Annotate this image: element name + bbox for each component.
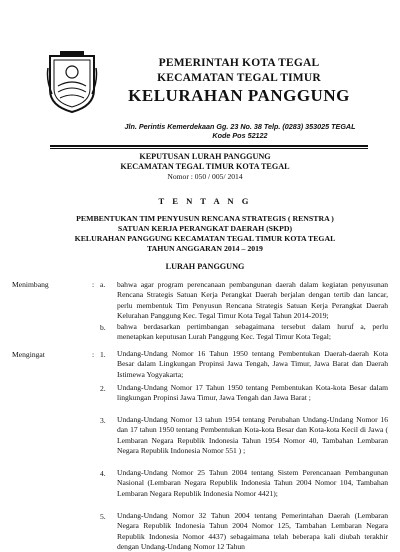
- mengingat-item: Undang-Undang Nomor 17 Tahun 1950 tentang Pembentukan Kota-kota Besar dalam lingkungan Propinsi Jawa Timur, Jawa Tengah dan Jawa Barat ;: [117, 383, 388, 403]
- mengingat-marker: 3.: [100, 416, 106, 425]
- mengingat-item: Undang-Undang Nomor 16 Tahun 1950 tentang Pembentukan Daerah-daerah Kota Besar dalam Lingkungan Propinsi Jawa Tengah, Jawa Timur, Jawa Barat dan Daerah Istimewa Yogyakarta;: [117, 349, 388, 379]
- menimbang-item: bahwa agar program perencanaan pembangunan daerah dalam kegiatan penyusunan Rencana Strategis Satuan Kerja Perangkat Daerah berjalan dengan tertib dan lancar, perlu membentuk Tim Penyusun Rencana Strategis Satuan Kerja Perangkat Daerah Kelurahan Panggung Kec. Tegal Timur Kota Tegal Tahun 2014-2019;: [117, 280, 388, 320]
- letterhead-district: KECAMATAN TEGAL TIMUR: [157, 72, 321, 84]
- letterhead-address: [120, 122, 360, 140]
- letterhead-rule-thick: [50, 145, 368, 147]
- mengingat-marker: 2.: [100, 384, 106, 393]
- subject-line: SATUAN KERJA PERANGKAT DAERAH (SKPD): [117, 224, 293, 233]
- letterhead-government: PEMERINTAH KOTA TEGAL: [158, 57, 320, 69]
- decree-number: Nomor : 050 / 005/ 2014: [167, 172, 243, 181]
- mengingat-colon: :: [92, 350, 95, 359]
- mengingat-item: Undang-Undang Nomor 32 Tahun 2004 tentang Pemerintahan Daerah (Lembaran Negara Republik Indonesia Tahun 2004 Nomor 125, Tambahan Lembaran Negara Republik Indonesia Nomor 4437) sebagaimana telah beberapa kali diubah terakhir dengan Undang-Undang Nomor 12 Tahun: [117, 511, 388, 551]
- decree-title-district: KECAMATAN TEGAL TIMUR KOTA TEGAL: [120, 162, 290, 171]
- subject-line: KELURAHAN PANGGUNG KECAMATAN TEGAL TIMUR KOTA TEGAL: [74, 234, 336, 243]
- menimbang-marker: a.: [100, 280, 106, 289]
- mengingat-item: Undang-Undang Nomor 13 tahun 1954 tentang Perubahan Undang-Undang Nomor 16 dan 17 tahun 1950 tentang Pembentukan Kota-kota Besar dan Kota-kota Kecil di Jawa ( Lembaran Negara Republik Indonesia Tahun 1954 Nomor 40, Tambahan Lembaran Negara Republik Indonesia Nomor 551 ) ;: [117, 415, 388, 455]
- menimbang-item: bahwa berdasarkan pertimbangan sebagaimana tersebut dalam huruf a, perlu menetapkan keputusan Lurah Panggung Kec. Tegal Timur Kota Tegal;: [117, 322, 388, 342]
- letterhead-village: KELURAHAN PANGGUNG: [128, 86, 350, 105]
- mengingat-marker: 5.: [100, 512, 106, 521]
- mengingat-item: Undang-Undang Nomor 25 Tahun 2004 tentang Sistem Perencanaan Pembangunan Nasional (Lembaran Negara Republik Indonesia Tahun 2004 Nomor 104, Tambahan Lembaran Negara Republik Indonesia Nomor 4421);: [117, 468, 388, 498]
- letterhead-rule-thin: [50, 148, 368, 149]
- issuer-heading: LURAH PANGGUNG: [165, 262, 245, 271]
- menimbang-marker: b.: [100, 323, 106, 332]
- subject-line: PEMBENTUKAN TIM PENYUSUN RENCANA STRATEGIS ( RENSTRA ): [76, 214, 334, 223]
- postal-code: Kode Pos 52122: [212, 131, 268, 140]
- subject-line: TAHUN ANGGARAN 2014 – 2019: [147, 244, 263, 253]
- mengingat-marker: 4.: [100, 469, 106, 478]
- menimbang-label: Menimbang: [12, 280, 49, 289]
- address-line: Jln. Perintis Kemerdekaan Gg. 23 No. 38 Telp. (0283) 353025 TEGAL: [124, 122, 356, 131]
- menimbang-colon: :: [92, 280, 95, 289]
- tentang-heading: T E N T A N G: [158, 196, 252, 206]
- kota-tegal-emblem-icon: [46, 50, 98, 114]
- mengingat-marker: 1.: [100, 350, 106, 359]
- mengingat-label: Mengingat: [12, 350, 45, 359]
- decree-title: KEPUTUSAN LURAH PANGGUNG: [139, 152, 271, 161]
